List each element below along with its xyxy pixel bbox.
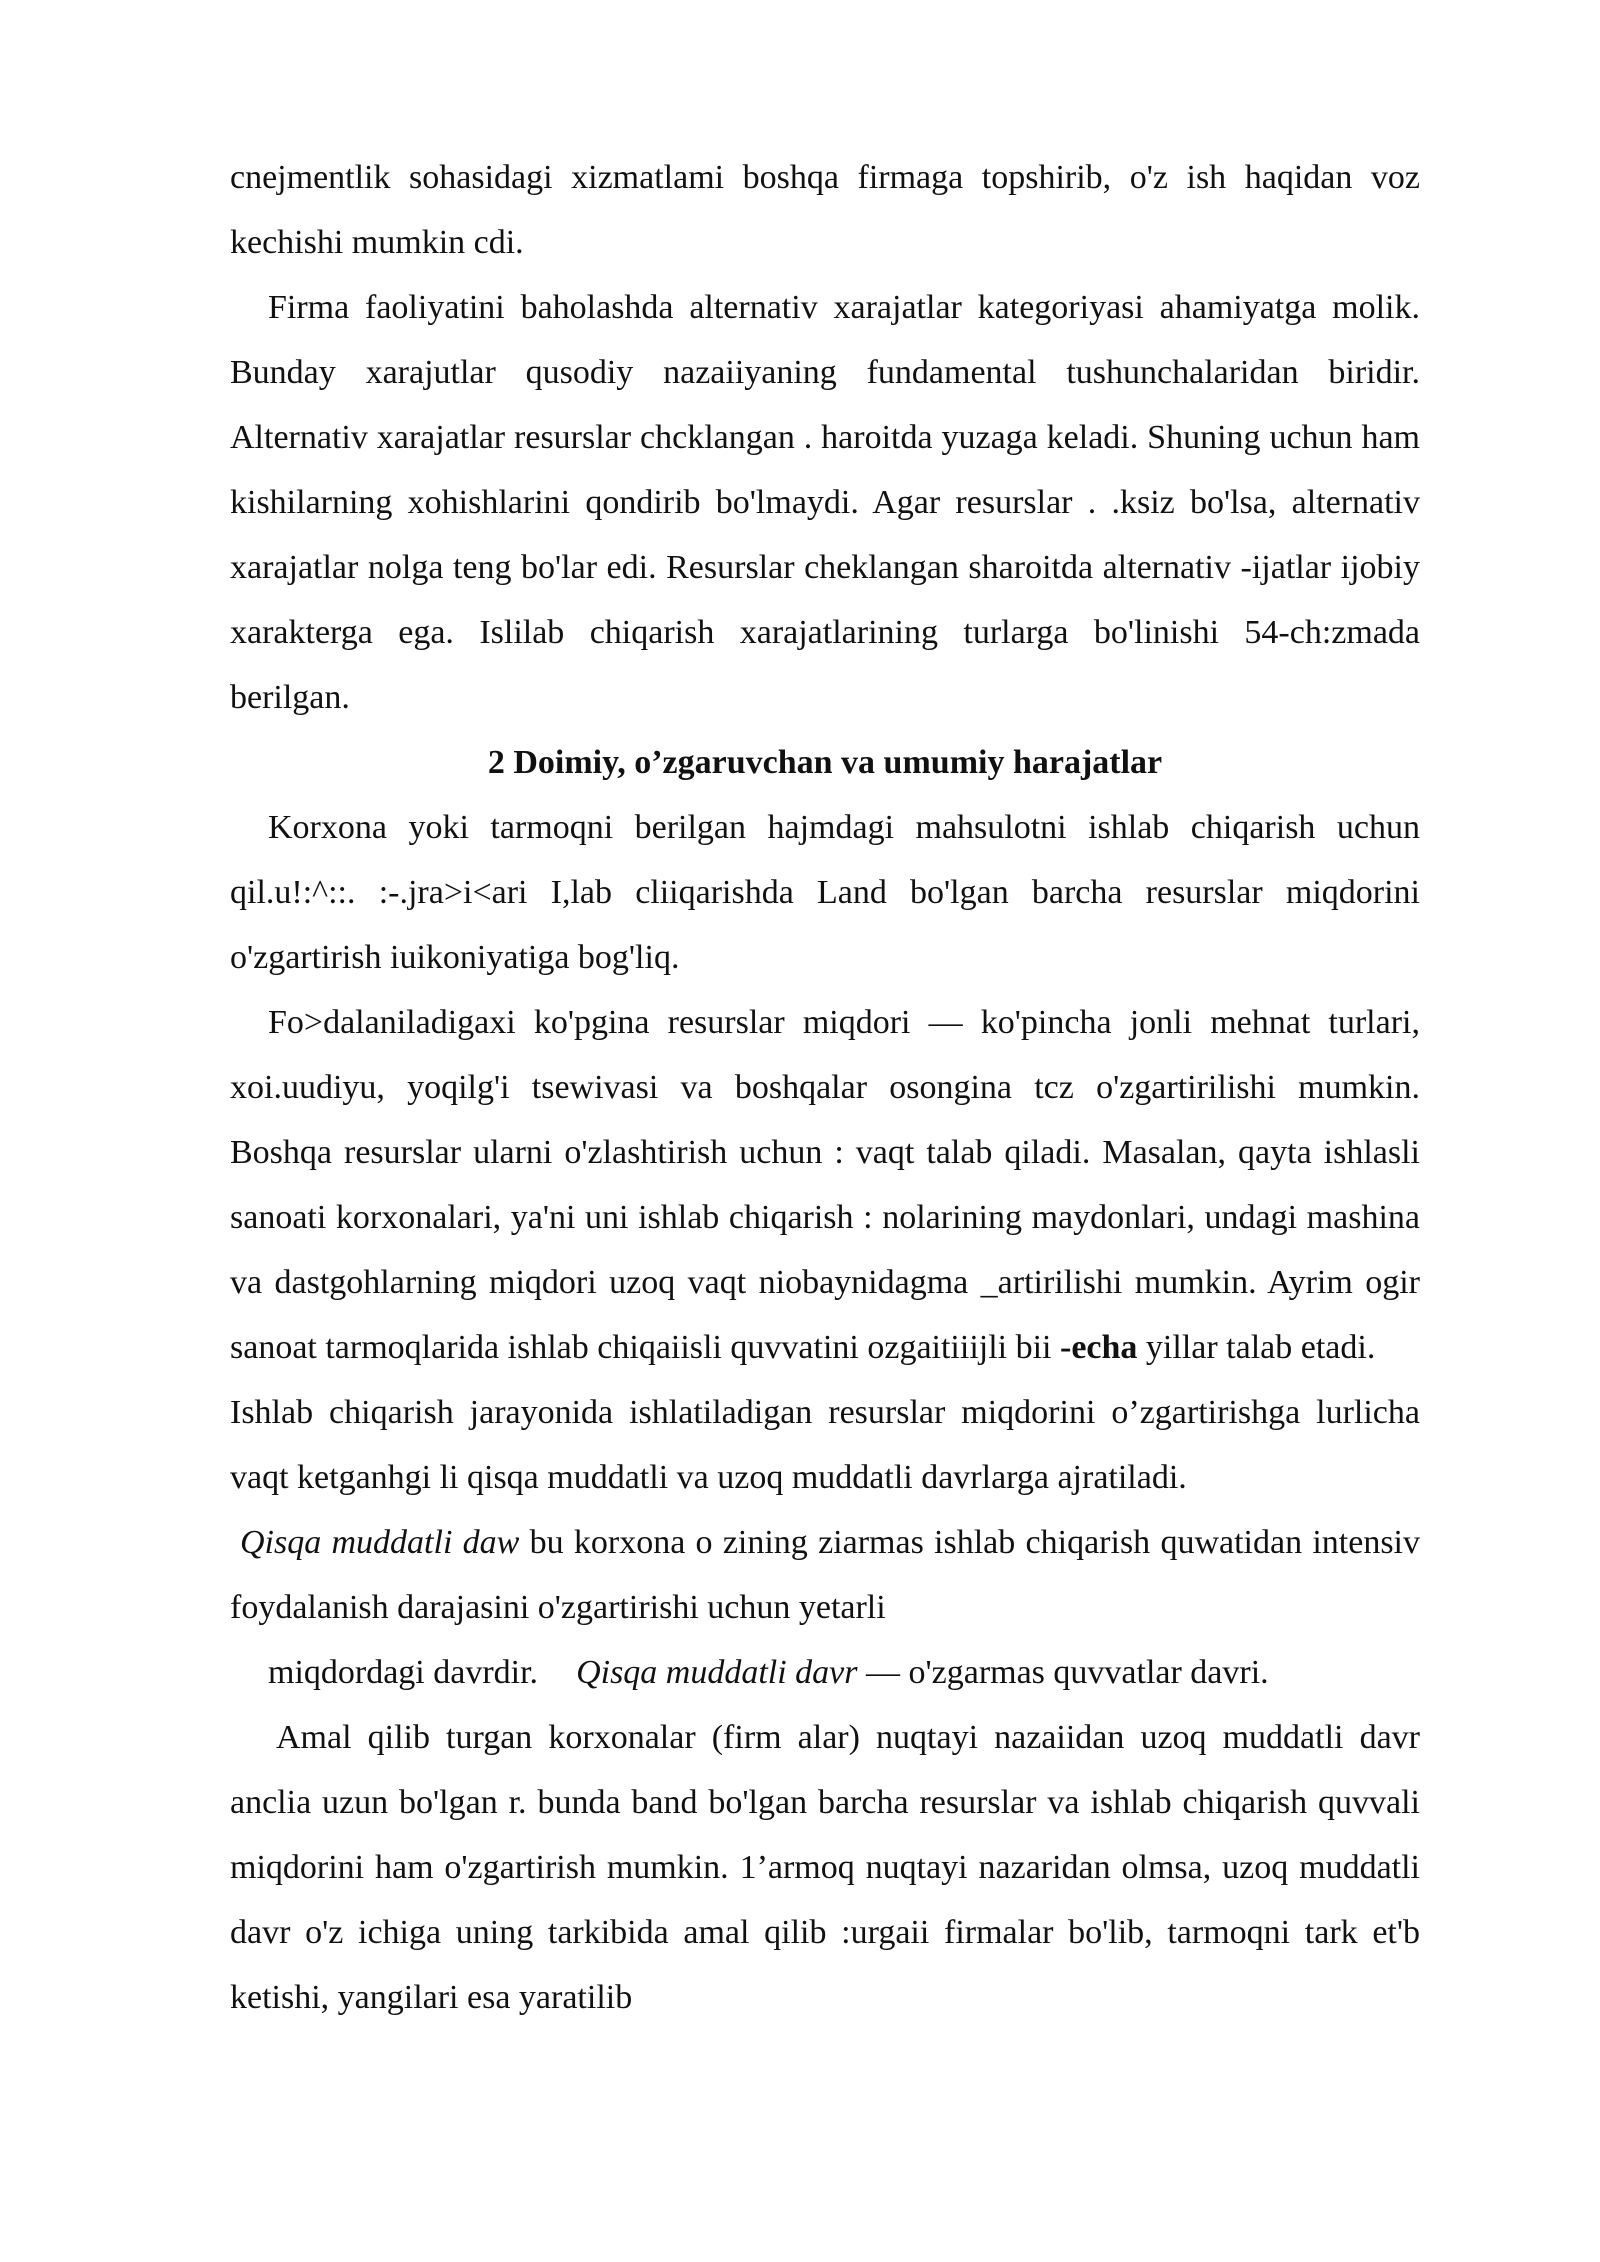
paragraph-resource-types-text: Fo>dalaniladigaxi ko'pgina resurslar miqdori — ko'pincha jonli mehnat turlari, xoi.uudiyu, yoqilg'i tsewivasi va boshqalar osongina tcz o'zgartirilishi mumkin. Boshqa resurslar ularni o'zlashtirish uchun : vaqt talab qiladi. Masalan, qayta ishlasli sanoati korxonalari, ya'ni uni ishlab chiqarish : nolarining maydonlari, undagi mashina va dastgohlarning miqdori uzoq vaqt niobaynidagma _artirilishi mumkin. Ayrim ogir sanoat tarmoqlarida ishlab chiqaiisli quvvatini ozgaitiiijli bii: [230, 1004, 1420, 1366]
document-page: [230, 145, 1420, 2030]
paragraph-short-run-text: bu korxona o zining ziarmas ishlab chiqarish quwatidan intensiv foydalanish darajasini o'zgartirishi uchun yetarli: [230, 1524, 1420, 1626]
definition-text: miqdordagi davrdir.: [268, 1654, 539, 1691]
italic-term-short-run: Qisqa muddatli daw: [240, 1524, 520, 1561]
section-heading: 2 Doimiy, o’zgaruvchan va umumiy harajatlar: [487, 744, 1163, 781]
paragraph-long-run: Amal qilib turgan korxonalar (firm alar) nuqtayi nazaiidan uzoq muddatli davr anclia uzun bo'lgan r. bunda band bo'lgan barcha resurslar va ishlab chiqarish quvvali miqdorini ham o'zgartirish mumkin. 1’armoq nuqtayi nazaridan olmsa, uzoq muddatli davr o'z ichiga uning tarkibida amal qilib :urgaii firmalar bo'lib, tarmoqni tark et'b ketishi, yangilari esa yaratilib: [230, 1719, 1420, 2016]
paragraph-continuation: cnejmentlik sohasidagi xizmatlami boshqa firmaga topshirib, o'z ish haqidan voz kechishi mumkin cdi.: [230, 159, 1420, 261]
paragraph-resource-types: [230, 990, 1420, 1380]
definition-tail: — o'zgarmas quvvatlar davri.: [857, 1654, 1269, 1691]
paragraph-short-run: [230, 1510, 1420, 1640]
paragraph-alternative-costs: Firma faoliyatini baholashda alternativ xarajatlar kategoriyasi ahamiyatga molik. Bunday xarajutlar qusodiy nazaiiyaning fundamental tushunchalaridan biridir. Alternativ xarajatlar resurslar chcklangan . haroitda yuzaga keladi. Shuning uchun ham kishilarning xohishlarini qondirib bo'lmaydi. Agar resurslar . .ksiz bo'lsa, alternativ xarajatlar nolga teng bo'lar edi. Resurslar cheklangan sharoitda alternativ -ijatlar ijobiy xarakterga ega. Islilab chiqarish xarajatlarining turlarga bo'linishi 54-ch:zmada berilgan.: [230, 289, 1420, 716]
paragraph-resources-change: Korxona yoki tarmoqni berilgan hajmdagi mahsulotni ishlab chiqarish uchun qil.u!:^::. :-.jra>i<ari I,lab cliiqarishda Land bo'lgan barcha resurslar miqdorini o'zgartirish iuikoniyatiga bog'liq.: [230, 809, 1420, 976]
paragraph-periods: Ishlab chiqarish jarayonida ishlatiladigan resurslar miqdorini o’zgartirishga lurlicha vaqt ketganhgi li qisqa muddatli va uzoq muddatli davrlarga ajratiladi.: [230, 1394, 1420, 1496]
paragraph-resource-types-tail: yillar talab etadi.: [1137, 1329, 1376, 1366]
bold-fragment: -echa: [1060, 1329, 1138, 1366]
italic-term-short-period: Qisqa muddatli davr: [576, 1654, 858, 1691]
paragraph-short-run-definition: [230, 1640, 1420, 1705]
